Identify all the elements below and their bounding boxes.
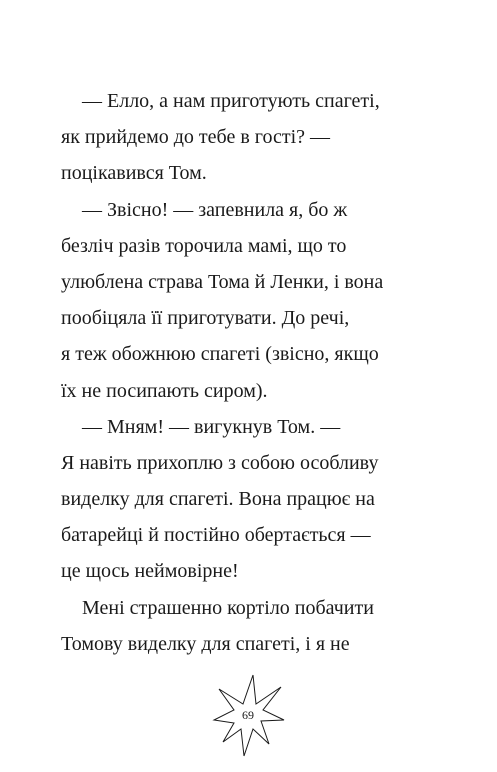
text-line: — Звісно! — запевнила я, бо ж [82, 198, 348, 221]
text-line: Я навіть прихоплю з собою особливу [61, 451, 379, 474]
text-line: улюблена страва Тома й Ленки, і вона [61, 270, 384, 293]
text-line: це щось неймовірне! [61, 560, 239, 583]
text-line: їх не посипають сиром). [61, 379, 268, 402]
text-line: виделку для спагеті. Вона працює на [61, 488, 375, 511]
text-line: безліч разів торочила мамі, що то [61, 234, 347, 257]
text-line: — Елло, а нам приготують спагеті, [82, 90, 380, 112]
text-line: батарейці й постійно обертається — [61, 524, 371, 547]
page-number: 69 [242, 708, 254, 722]
page-number-badge [211, 671, 285, 759]
text-line: пообіцяла її приготувати. До речі, [61, 307, 350, 330]
text-line: як прийдемо до тебе в гості? — [61, 126, 331, 149]
text-line: поцікавився Том. [61, 162, 207, 185]
text-line: Мені страшенно кортіло побачити [82, 596, 374, 619]
text-line: — Мням! — вигукнув Том. — [82, 415, 341, 438]
body-text [61, 83, 441, 662]
text-line: я теж обожнюю спагеті (звісно, якщо [61, 343, 379, 366]
text-line: Томову виделку для спагеті, і я не [61, 632, 350, 655]
